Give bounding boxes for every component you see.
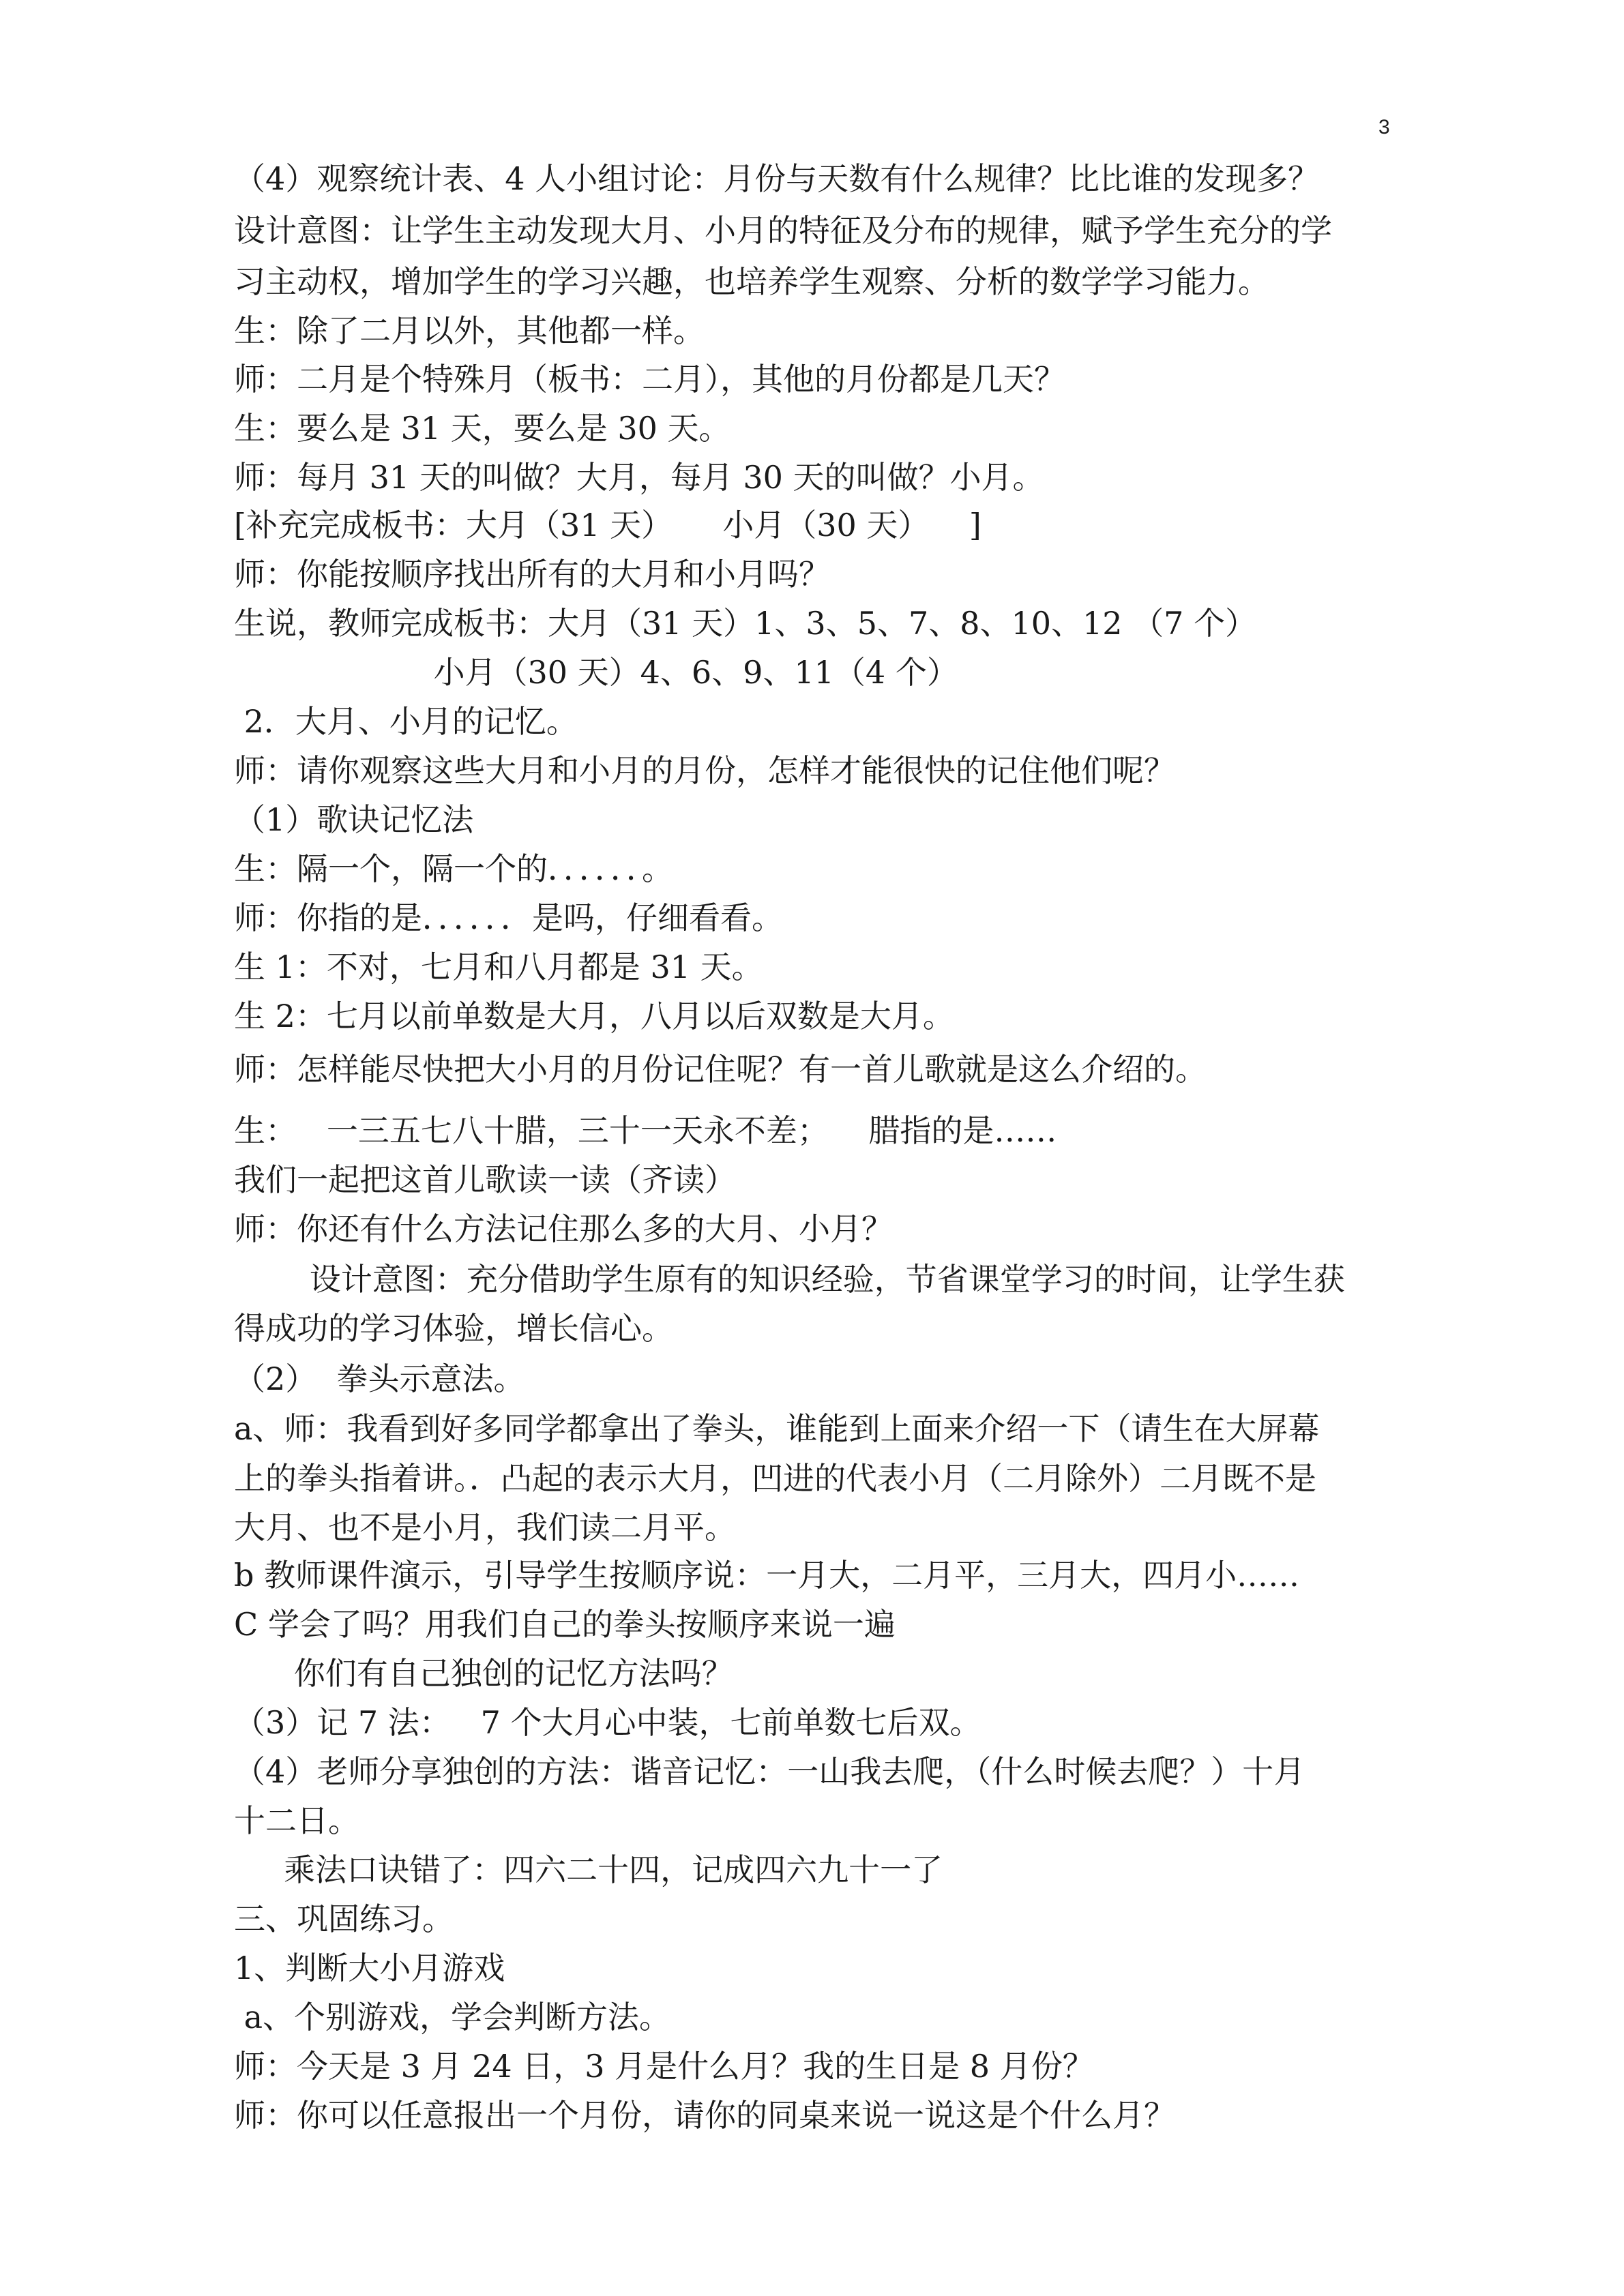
- text-line: （3）记 7 法： 7 个大月心中装，七前单数七后双。: [234, 1704, 981, 1741]
- text-line: 设计意图：让学生主动发现大月、小月的特征及分布的规律，赋予学生充分的学: [234, 212, 1332, 249]
- text-line: 师：每月 31 天的叫做？大月，每月 30 天的叫做？小月。: [234, 459, 1044, 496]
- text-line: 我们一起把这首儿歌读一读（齐读）: [234, 1161, 736, 1198]
- text-line: （4）观察统计表、4 人小组讨论：月份与天数有什么规律？比比谁的发现多？: [234, 160, 1320, 197]
- text-line: a、个别游戏，学会判断方法。: [234, 1999, 671, 2036]
- text-line: 师：你指的是．．．．．．是吗，仔细看看。: [234, 899, 783, 936]
- text-line: （1）歌诀记忆法: [234, 801, 474, 838]
- text-line: 得成功的学习体验，增长信心。: [234, 1310, 673, 1347]
- text-line: 师：你可以任意报出一个月份，请你的同桌来说一说这是个什么月？: [234, 2097, 1175, 2134]
- text-line: 你们有自己独创的记忆方法吗？: [234, 1655, 733, 1692]
- text-line: 乘法口诀错了：四六二十四，记成四六九十一了: [234, 1851, 943, 1888]
- text-line: 1、判断大小月游戏: [234, 1950, 505, 1986]
- text-line: 生说，教师完成板书：大月（31 天）1、3、5、7、8、10、12 （7 个）: [234, 605, 1257, 642]
- text-line: 生：要么是 31 天，要么是 30 天。: [234, 410, 730, 447]
- text-line: 设计意图：充分借助学生原有的知识经验，节省课堂学习的时间，让学生获: [234, 1261, 1345, 1298]
- text-line: 习主动权，增加学生的学习兴趣，也培养学生观察、分析的数学学习能力。: [234, 263, 1269, 300]
- text-line: [补充完成板书：大月（31 天） 小月（30 天） ]: [234, 507, 981, 543]
- text-line: 大月、也不是小月，我们读二月平。: [234, 1509, 736, 1546]
- text-line: 师：今天是 3 月 24 日，3 月是什么月？我的生日是 8 月份？: [234, 2048, 1094, 2085]
- text-line: 师：请你观察这些大月和小月的月份，怎样才能很快的记住他们呢？: [234, 752, 1175, 789]
- text-line: 师：你能按顺序找出所有的大月和小月吗？: [234, 556, 830, 593]
- text-line: 师：怎样能尽快把大小月的月份记住呢？有一首儿歌就是这么介绍的。: [234, 1051, 1207, 1088]
- page-number: 3: [1378, 116, 1390, 138]
- text-line: 十二日。: [234, 1802, 359, 1839]
- text-line: 小月（30 天）4、6、9、11（4 个）: [234, 654, 958, 691]
- text-line: 师：二月是个特殊月（板书：二月），其他的月份都是几天？: [234, 361, 1065, 398]
- text-line: 三、巩固练习。: [234, 1900, 454, 1937]
- text-line: 生： 一三五七八十腊，三十一天永不差； 腊指的是……: [234, 1112, 1057, 1149]
- text-line: 生 2：七月以前单数是大月，八月以后双数是大月。: [234, 998, 954, 1034]
- text-line: 上的拳头指着讲。．凸起的表示大月，凹进的代表小月（二月除外）二月既不是: [234, 1460, 1316, 1497]
- text-line: 生：除了二月以外，其他都一样。: [234, 312, 705, 349]
- text-line: 2．大月、小月的记忆。: [234, 703, 578, 740]
- text-line: （2） 拳头示意法。: [234, 1360, 525, 1397]
- text-line: 生：隔一个，隔一个的．．．．．．。: [234, 850, 673, 887]
- text-line: a、师：我看到好多同学都拿出了拳头，谁能到上面来介绍一下（请生在大屏幕: [234, 1410, 1320, 1447]
- text-line: （4）老师分享独创的方法：谐音记忆：一山我去爬，（什么时候去爬？）十月: [234, 1753, 1305, 1790]
- text-line: C 学会了吗？用我们自己的拳头按顺序来说一遍: [234, 1606, 896, 1643]
- text-line: 师：你还有什么方法记住那么多的大月、小月？: [234, 1210, 893, 1247]
- text-line: b 教师课件演示，引导学生按顺序说：一月大，二月平，三月大，四月小……: [234, 1557, 1300, 1594]
- text-line: 生 1：不对，七月和八月都是 31 天。: [234, 949, 763, 985]
